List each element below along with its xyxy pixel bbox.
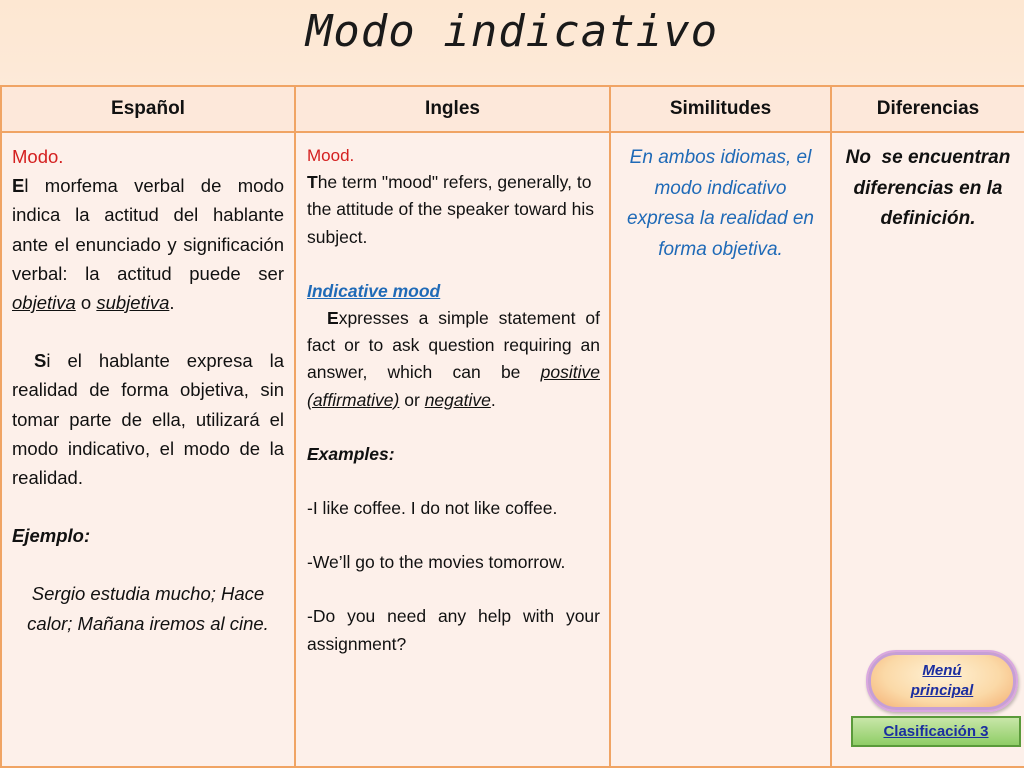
header-diferencias: Diferencias: [831, 86, 1024, 132]
espanol-objetiva: objetiva: [12, 292, 76, 314]
ingles-examples-label: Examples:: [307, 443, 395, 464]
clasificacion-3-label[interactable]: Clasificación 3: [883, 723, 989, 740]
clasificacion-3-button[interactable]: [851, 716, 1021, 747]
espanol-paragraph-2: [12, 346, 284, 492]
espanol-paragraph-1: [12, 171, 284, 317]
ingles-example-1: -I like coffee. I do not like coffee.: [307, 498, 558, 519]
ingles-paragraph-2: [307, 305, 600, 414]
cell-espanol: [1, 132, 295, 767]
header-similitudes: Similitudes: [610, 86, 831, 132]
espanol-p2-text: i el hablante expresa la realidad de forma objetiva, sin tomar parte de ella, utilizará el modo indicativo, el modo de la realidad.: [12, 350, 284, 489]
drop-letter: E: [327, 308, 339, 329]
ingles-p2-text: xpresses a simple statement of fact or to ask question requiring an answer, which can be: [307, 308, 600, 383]
espanol-heading: Modo.: [12, 146, 64, 167]
drop-letter: S: [34, 350, 47, 372]
ingles-example-2: -We’ll go to the movies tomorrow.: [307, 552, 566, 573]
espanol-o: o: [80, 292, 92, 314]
espanol-example-label: Ejemplo:: [12, 525, 91, 547]
espanol-p1-end: .: [169, 292, 175, 314]
ingles-negative: negative: [424, 389, 491, 410]
espanol-example-text: Sergio estudia mucho; Hace calor; Mañana iremos al cine.: [27, 583, 269, 634]
cell-similitudes: [610, 132, 831, 767]
ingles-example-3: -Do you need any help with your assignment?: [307, 606, 600, 654]
ingles-paragraph-1: [307, 169, 600, 251]
indicative-mood-text[interactable]: Indicative mood: [307, 280, 441, 301]
header-ingles: Ingles: [295, 86, 610, 132]
ingles-or: or: [404, 389, 420, 410]
similitudes-text: En ambos idiomas, el modo indicativo expresa la realidad en forma objetiva.: [627, 147, 814, 260]
ingles-p1-text: he term "mood" refers, generally, to the attitude of the speaker toward his subject.: [307, 172, 594, 247]
header-espanol: Español: [1, 86, 295, 132]
menu-principal-button[interactable]: [866, 650, 1018, 712]
cell-ingles: [295, 132, 610, 767]
diferencias-text: No se encuentran diferencias en la definición.: [845, 147, 1016, 229]
menu-principal-label[interactable]: Menú principal: [910, 662, 974, 699]
drop-letter: T: [307, 172, 318, 193]
ingles-heading: Mood.: [307, 146, 355, 165]
ingles-p2-end: .: [490, 389, 496, 410]
indicative-mood-link[interactable]: [307, 278, 600, 305]
header-row: [1, 86, 1024, 132]
espanol-subjetiva: subjetiva: [96, 292, 170, 314]
ingles-positive: positive (affirmative): [307, 362, 600, 410]
page-title: Modo indicativo: [305, 6, 719, 57]
espanol-p1-text: l morfema verbal de modo indica la actitud del hablante ante el enunciado y significación verbal: la actitud puede ser: [12, 175, 284, 284]
drop-letter: E: [12, 175, 25, 197]
